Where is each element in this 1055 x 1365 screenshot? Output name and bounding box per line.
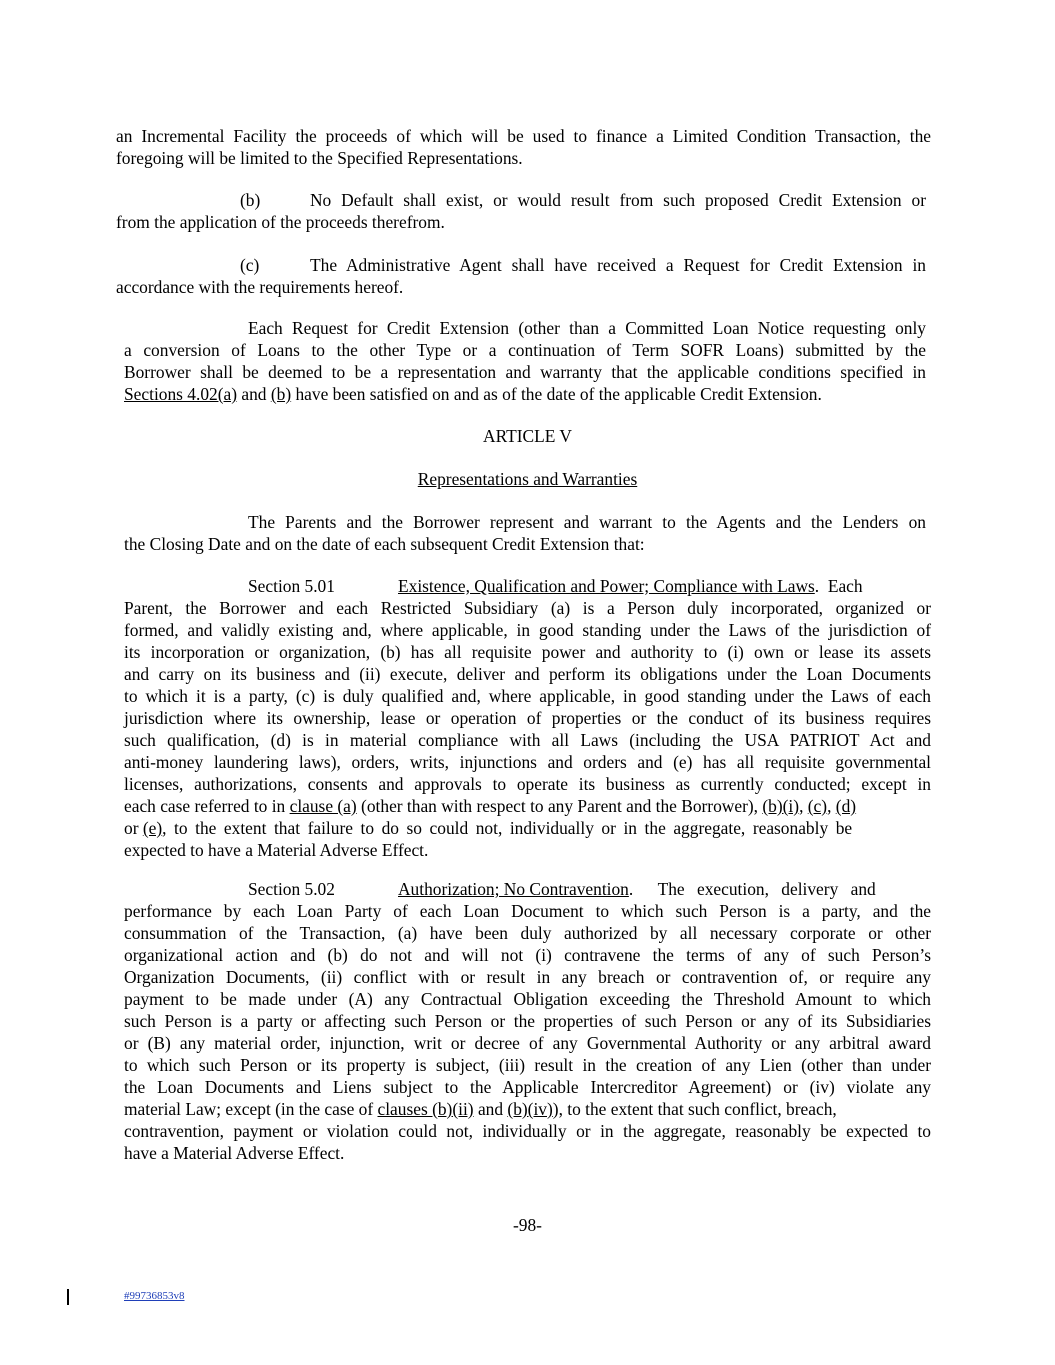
article-title <box>0 468 1055 490</box>
parents-line-2: the Closing Date and on the date of each subsequent Credit Extension that: <box>124 534 645 554</box>
section-501-text: each case referred to in <box>124 796 290 816</box>
section-501-text: , to the extent that failure to do so could not, individually or in the aggregate, reasonably be <box>162 818 853 838</box>
section-502-line-13: have a Material Adverse Effect. <box>124 1143 345 1163</box>
clause-ref-link[interactable]: (d) <box>835 796 857 816</box>
section-502-line: organizational action and (b) do not and will not (i) contravene the terms of any of such Person’s <box>124 945 931 965</box>
section-502-text: ), to the extent that such conflict, breach, <box>552 1099 837 1119</box>
each-request-and: and <box>237 384 271 404</box>
section-502-line: such Person is a party or affecting such Person or the properties of such Person or any of its Subsidiaries <box>124 1011 931 1031</box>
clause-ref-link[interactable]: (b)(i) <box>762 796 800 816</box>
section-502-line-12: contravention, payment or violation could not, individually or in the aggregate, reasonably be expected to <box>124 1121 931 1141</box>
section-501-text: (other than with respect to any Parent and the Borrower), <box>356 796 763 816</box>
clause-c-line-2: accordance with the requirements hereof. <box>116 277 404 297</box>
clause-ref-link[interactable]: clauses (b)(ii) <box>377 1099 474 1119</box>
parents-line-1: The Parents and the Borrower represent and warrant to the Agents and the Lenders on <box>248 512 926 532</box>
section-501-text: , <box>827 796 836 816</box>
section-501-heading: Existence, Qualification and Power; Compliance with Laws <box>398 576 815 596</box>
clause-b-line-2: from the application of the proceeds therefrom. <box>116 212 445 232</box>
section-501-heading-line <box>398 575 926 597</box>
article-number: ARTICLE V <box>483 426 572 446</box>
each-request-line-2: a conversion of Loans to the other Type or a continuation of Term SOFR Loans) submitted by the <box>124 340 926 360</box>
section-501-text: , <box>799 796 808 816</box>
clause-ref-link[interactable]: (b)(iv) <box>507 1099 553 1119</box>
section-501-line: its incorporation or organization, (b) has all requisite power and authority to (i) own or lease its assets <box>124 642 931 662</box>
section-502-line: or (B) any material order, injunction, writ or decree of any Governmental Authority or any arbitral award <box>124 1033 931 1053</box>
section-502-heading-tail: . The execution, delivery and <box>628 879 876 899</box>
section-501-text: or <box>124 818 143 838</box>
section-501-heading-tail: . Each <box>814 576 863 596</box>
section-501-line-11 <box>124 817 926 839</box>
section-501-number: Section 5.01 <box>248 576 335 596</box>
section-ref-link[interactable]: (b) <box>270 384 292 404</box>
clause-ref-link[interactable]: (e) <box>142 818 163 838</box>
section-501-line: jurisdiction where its ownership, lease or operation of properties or the conduct of its business requires <box>124 708 931 728</box>
clause-b-label: (b) <box>240 190 261 210</box>
section-502-line: the Loan Documents and Liens subject to the Applicable Intercreditor Agreement) or (iv) violate any <box>124 1077 931 1097</box>
section-502-line-11 <box>124 1098 926 1120</box>
clause-b-line-1: No Default shall exist, or would result from such proposed Credit Extension or <box>310 190 926 210</box>
section-502-text: material Law; except (in the case of <box>124 1099 378 1119</box>
section-501-line: formed, and validly existing and, where applicable, in good standing under the Laws of the jurisdiction of <box>124 620 931 640</box>
section-501-line-10 <box>124 795 926 817</box>
each-request-tail: have been satisfied on and as of the date of the applicable Credit Extension. <box>291 384 822 404</box>
section-502-heading: Authorization; No Contravention <box>398 879 629 899</box>
section-501-line: such qualification, (d) is in material compliance with all Laws (including the USA PATRIOT Act and <box>124 730 931 750</box>
each-request-line-1: Each Request for Credit Extension (other than a Committed Loan Notice requesting only <box>248 318 926 338</box>
clause-ref-link[interactable]: (c) <box>807 796 828 816</box>
section-501-line: anti-money laundering laws), orders, writs, injunctions and orders and (e) has all requisite governmental <box>124 752 931 772</box>
section-502-number: Section 5.02 <box>248 879 335 899</box>
change-bar <box>67 1289 69 1305</box>
intro-line-2: foregoing will be limited to the Specified Representations. <box>116 148 523 168</box>
section-502-heading-line <box>398 878 926 900</box>
section-ref-link[interactable]: Sections 4.02(a) <box>124 384 238 404</box>
page-number: -98- <box>513 1215 542 1235</box>
section-501-line: Parent, the Borrower and each Restricted Subsidiary (a) is a Person duly incorporated, organized or <box>124 598 931 618</box>
document-id-link[interactable]: #99736853v8 <box>124 1290 185 1302</box>
section-501-line-12: expected to have a Material Adverse Effect. <box>124 840 429 860</box>
section-502-line: performance by each Loan Party of each Loan Document to which such Person is a party, and the <box>124 901 931 921</box>
clause-ref-link[interactable]: clause (a) <box>289 796 357 816</box>
section-502-line: Organization Documents, (ii) conflict with or result in any breach or contravention of, or require any <box>124 967 931 987</box>
section-502-text: and <box>473 1099 508 1119</box>
section-502-line: to which such Person or its property is subject, (iii) result in the creation of any Lien (other than under <box>124 1055 931 1075</box>
each-request-line-4 <box>124 383 822 405</box>
each-request-line-3: Borrower shall be deemed to be a representation and warranty that the applicable conditions specified in <box>124 362 926 382</box>
intro-line-1: an Incremental Facility the proceeds of which will be used to finance a Limited Condition Transaction, the <box>116 126 931 146</box>
section-502-line: payment to be made under (A) any Contractual Obligation exceeding the Threshold Amount to which <box>124 989 931 1009</box>
section-501-line: licenses, authorizations, consents and approvals to operate its business as currently conducted; except in <box>124 774 931 794</box>
section-502-line: consummation of the Transaction, (a) have been duly authorized by all necessary corporate or other <box>124 923 931 943</box>
section-501-line: and carry on its business and (ii) execute, deliver and perform its obligations under the Loan Documents <box>124 664 931 684</box>
clause-c-label: (c) <box>240 255 260 275</box>
article-title-text: Representations and Warranties <box>417 469 638 489</box>
clause-c-line-1: The Administrative Agent shall have received a Request for Credit Extension in <box>310 255 926 275</box>
section-501-line: to which it is a party, (c) is duly qualified and, where applicable, in good standing under the Laws of each <box>124 686 931 706</box>
